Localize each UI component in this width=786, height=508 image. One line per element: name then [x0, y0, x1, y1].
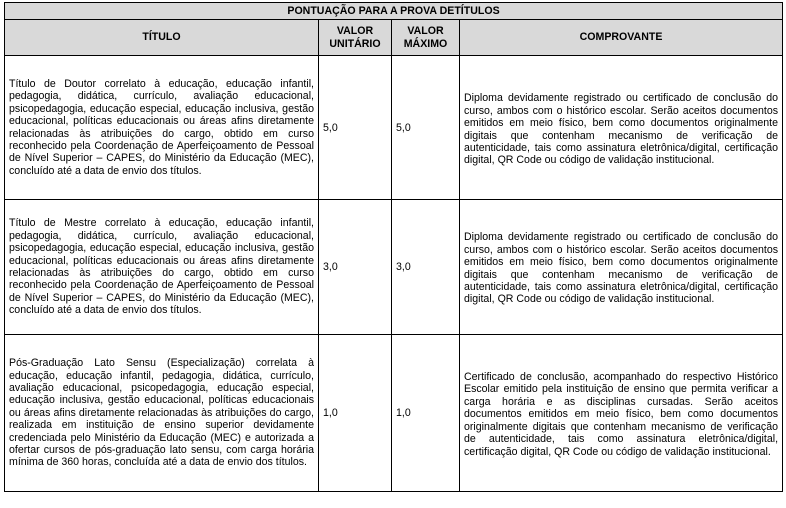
row-valor-maximo: 1,0: [392, 335, 460, 492]
header-row: [5, 20, 783, 56]
table-row: [5, 56, 783, 200]
row-valor-unitario: 1,0: [319, 335, 392, 492]
row-comprovante: Certificado de conclusão, acompanhado do respectivo Histórico Escolar emitido pela instituição de ensino que permita verificar a carga horária e as disciplinas cursadas. Serão aceitos documentos emitidos em meio físico, bem como documentos originalmente digitais que contenham mecanismo de verificação de autenticidade, tais como assinatura eletrônica/digital, certificação digital, QR Code ou código de validação institucional.: [460, 335, 783, 492]
row-titulo: Pós-Graduação Lato Sensu (Especialização) correlata à educação, educação infantil, pedagogia, didática, currículo, avaliação educacional, psicopedagogia, educação especial, educação inclusiva, gestão educacional, políticas educacionais ou áreas afins diretamente relacionadas às atribuições do cargo, realizada em instituição de ensino superior devidamente credenciada pelo Ministério da Educação (MEC) e autorizada a ofertar cursos de pós-graduação lato sensu, com carga horária mínima de 360 horas, concluída até a data de envio dos títulos.: [5, 335, 319, 492]
row-valor-unitario: 5,0: [319, 56, 392, 200]
row-valor-maximo: 5,0: [392, 56, 460, 200]
header-comprovante: COMPROVANTE: [460, 20, 783, 56]
row-comprovante: Diploma devidamente registrado ou certificado de conclusão do curso, ambos com o histórico escolar. Serão aceitos documentos emitidos em meio físico, bem como documentos originalmente digitais que contenham mecanismo de verificação de autenticidade, tais como assinatura eletrônica/digital, certificação digital, QR Code ou código de validação institucional.: [460, 200, 783, 335]
row-titulo: Título de Doutor correlato à educação, educação infantil, pedagogia, didática, currículo, avaliação educacional, psicopedagogia, educação especial, educação inclusiva, gestão educacional, políticas educacionais ou áreas afins diretamente relacionadas às atribuições do cargo, obtido em curso reconhecido pela Coordenação de Aperfeiçoamento de Pessoal de Nível Superior – CAPES, do Ministério da Educação (MEC), concluído até a data de envio dos títulos.: [5, 56, 319, 200]
table-row: [5, 200, 783, 335]
row-valor-maximo: 3,0: [392, 200, 460, 335]
titles-score-table: [4, 2, 783, 492]
header-titulo: TÍTULO: [5, 20, 319, 56]
header-valor-unitario: VALOR UNITÁRIO: [319, 20, 392, 56]
table-caption: PONTUAÇÃO PARA A PROVA DETÍTULOS: [5, 3, 783, 20]
table-row: [5, 335, 783, 492]
header-valor-maximo: VALOR MÁXIMO: [392, 20, 460, 56]
row-comprovante: Diploma devidamente registrado ou certificado de conclusão do curso, ambos com o histórico escolar. Serão aceitos documentos emitidos em meio físico, bem como documentos originalmente digitais que contenham mecanismo de verificação de autenticidade, tais como assinatura eletrônica/digital, certificação digital, QR Code ou código de validação institucional.: [460, 56, 783, 200]
row-valor-unitario: 3,0: [319, 200, 392, 335]
row-titulo: Título de Mestre correlato à educação, educação infantil, pedagogia, didática, currículo, avaliação educacional, psicopedagogia, educação especial, educação inclusiva, gestão educacional, políticas educacionais ou áreas afins diretamente relacionadas às atribuições do cargo, obtido em curso reconhecido pela Coordenação de Aperfeiçoamento de Pessoal de Nível Superior – CAPES, do Ministério da Educação (MEC), concluído até a data de envio dos títulos.: [5, 200, 319, 335]
